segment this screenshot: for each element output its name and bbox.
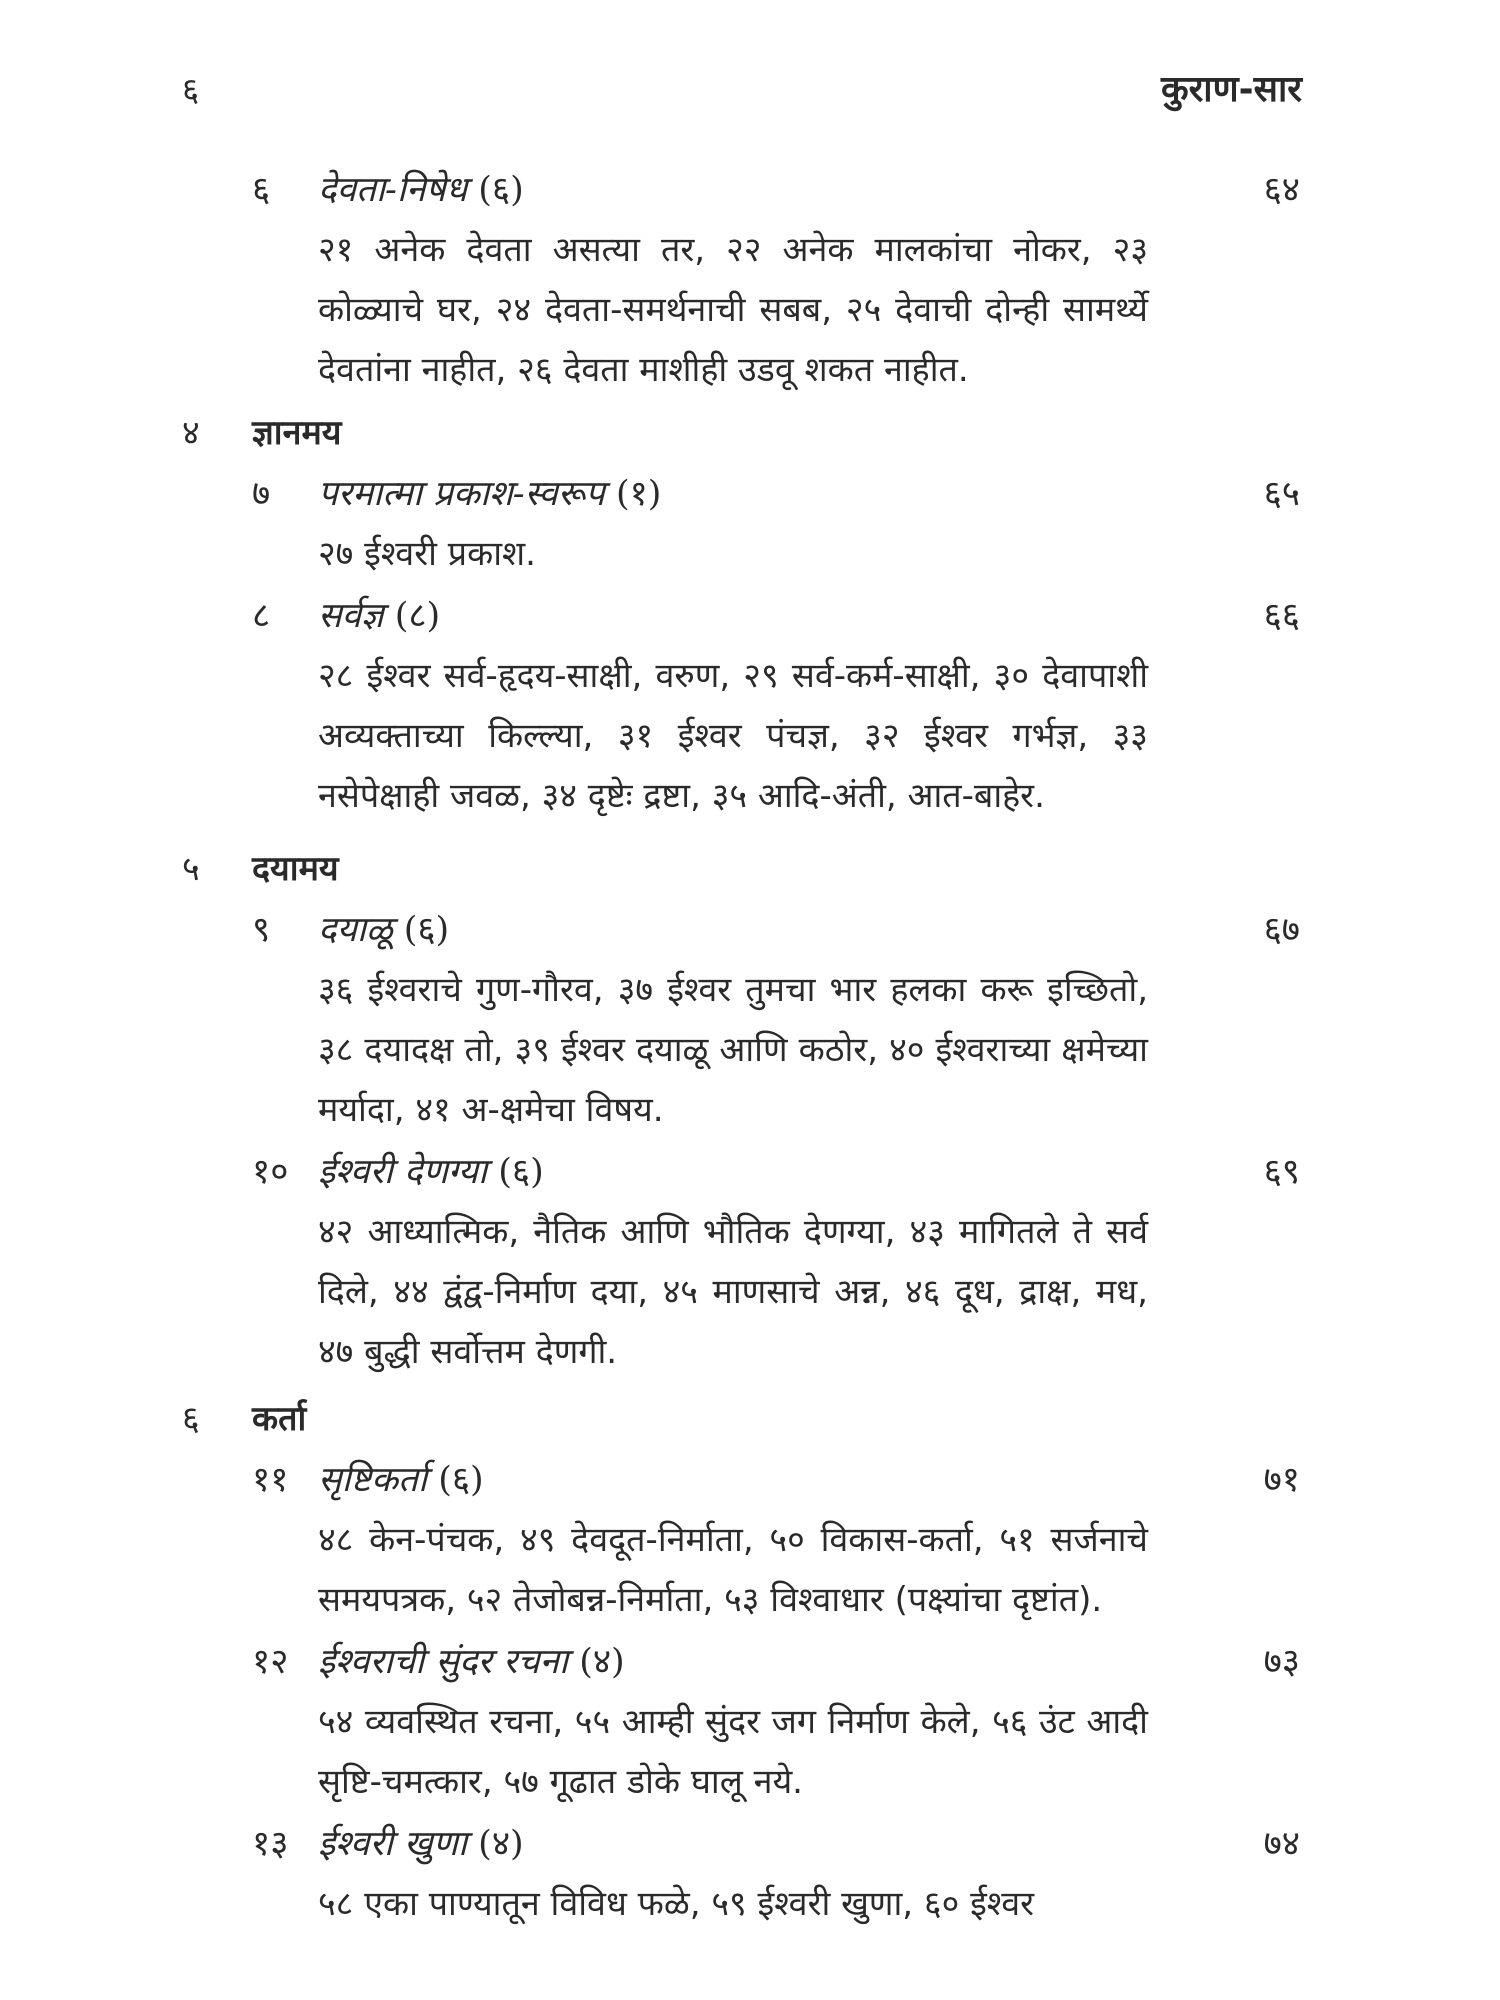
- entry-subtopics: २१ अनेक देवता असत्या तर, २२ अनेक मालकांचा नोकर, २३ कोळ्याचे घर, २४ देवता-समर्थनाची सबब, २५ देवाची दोन्ही सामर्थ्ये देवतांना नाहीत, २६ देवता माशीही उडवू शकत नाहीत.: [318, 230, 1148, 390]
- entry-count: (८): [394, 596, 441, 636]
- entry-subtopics: ५८ एका पाण्यातून विविध फळे, ५९ ईश्वरी खुणा, ६० ईश्वर: [318, 1884, 1035, 1924]
- page-number: ६: [182, 70, 200, 109]
- entry-subtopics: २७ ईश्वरी प्रकाश.: [318, 534, 536, 574]
- section-title: ज्ञानमय: [252, 413, 342, 453]
- page-header: [0, 60, 1500, 120]
- entry-title-wrap: [318, 586, 440, 646]
- entry-page-number: ६९: [1263, 1152, 1300, 1192]
- toc-entry-9: [0, 900, 1500, 1142]
- toc-entry-heading: [0, 1814, 1500, 1874]
- entry-count: (४): [478, 1824, 524, 1864]
- entry-title: सृष्टिकर्ता: [318, 1460, 428, 1500]
- entry-title: सर्वज्ञ: [318, 596, 384, 636]
- entry-title: देवता-निषेध: [318, 170, 468, 210]
- entry-page-number: ७४: [1263, 1824, 1300, 1864]
- section-number: ६: [182, 1399, 200, 1439]
- entry-title-wrap: [318, 900, 449, 960]
- entry-title-wrap: [318, 1142, 544, 1202]
- entry-subtopics: ४८ केन-पंचक, ४९ देवदूत-निर्माता, ५० विकास-कर्ता, ५१ सर्जनाचे समयपत्रक, ५२ तेजोबन्न-निर्माता, ५३ विश्वाधार (पक्ष्यांचा दृष्टांत).: [318, 1520, 1148, 1620]
- section-title: दयामय: [252, 849, 339, 889]
- entry-page-number: ६५: [1263, 474, 1300, 514]
- entry-subtopics: २८ ईश्वर सर्व-हृदय-साक्षी, वरुण, २९ सर्व-कर्म-साक्षी, ३० देवापाशी अव्यक्ताच्या किल्ल्या, ३१ ईश्वर पंचज्ञ, ३२ ईश्वर गर्भज्ञ, ३३ नसेपेक्षाही जवळ, ३४ दृष्टेः द्रष्टा, ३५ आदि-अंती, आत-बाहेर.: [318, 656, 1148, 816]
- entry-title: परमात्मा प्रकाश-स्वरूप: [318, 474, 605, 514]
- toc-entry-12: [0, 1632, 1500, 1814]
- entry-page-number: ६७: [1263, 910, 1300, 950]
- toc-section-5: [0, 838, 1500, 900]
- entry-number: ८: [252, 596, 271, 636]
- entry-count: (१): [615, 474, 662, 514]
- section-number: ५: [182, 849, 200, 889]
- toc-entry-heading: [0, 1632, 1500, 1692]
- entry-count: (६): [403, 910, 450, 950]
- entry-title-wrap: [318, 1632, 625, 1692]
- toc-entry-7: [0, 464, 1500, 586]
- entry-number: ७: [252, 474, 271, 514]
- entry-number: ६: [252, 170, 271, 210]
- entry-number: १०: [252, 1152, 289, 1192]
- toc-section-6: [0, 1388, 1500, 1450]
- entry-title-wrap: [318, 160, 524, 220]
- entry-title: ईश्वरी खुणा: [318, 1824, 468, 1864]
- toc-entry-heading: [0, 464, 1500, 524]
- entry-page-number: ६४: [1263, 170, 1300, 210]
- entry-page-number: ६६: [1263, 596, 1300, 636]
- toc-entry-heading: [0, 160, 1500, 220]
- toc-entry-11: [0, 1450, 1500, 1632]
- entry-subtopics: ३६ ईश्वराचे गुण-गौरव, ३७ ईश्वर तुमचा भार हलका करू इच्छितो, ३८ दयादक्ष तो, ३९ ईश्वर दयाळू आणि कठोर, ४० ईश्वराच्या क्षमेच्या मर्यादा, ४१ अ-क्षमेचा विषय.: [318, 970, 1148, 1130]
- entry-count: (६): [478, 170, 524, 210]
- toc-entry-13: [0, 1814, 1500, 1936]
- entry-count: (६): [498, 1152, 544, 1192]
- entry-title: दयाळू: [318, 910, 393, 950]
- section-title: कर्ता: [252, 1399, 307, 1439]
- toc-entry-6: [0, 160, 1500, 402]
- entry-number: १३: [252, 1824, 289, 1864]
- toc-entry-heading: [0, 900, 1500, 960]
- section-number: ४: [182, 413, 200, 453]
- entry-title: ईश्वराची सुंदर रचना: [318, 1642, 569, 1682]
- entry-title: ईश्वरी देणग्या: [318, 1152, 488, 1192]
- toc-entry-heading: [0, 586, 1500, 646]
- toc-section-4: [0, 402, 1500, 464]
- entry-count: (४): [579, 1642, 625, 1682]
- toc-entry-8: [0, 586, 1500, 828]
- toc-entry-10: [0, 1142, 1500, 1384]
- entry-subtopics: ४२ आध्यात्मिक, नैतिक आणि भौतिक देणग्या, ४३ मागितले ते सर्व दिले, ४४ द्वंद्व-निर्माण दया, ४५ माणसाचे अन्न, ४६ दूध, द्राक्ष, मध, ४७ बुद्धी सर्वोत्तम देणगी.: [318, 1212, 1148, 1372]
- entry-number: ९: [252, 910, 271, 950]
- entry-number: १२: [252, 1642, 289, 1682]
- entry-subtopics: ५४ व्यवस्थित रचना, ५५ आम्ही सुंदर जग निर्माण केले, ५६ उंट आदी सृष्टि-चमत्कार, ५७ गूढात डोके घालू नये.: [318, 1702, 1148, 1802]
- entry-title-wrap: [318, 464, 661, 524]
- running-title: कुराण-सार: [1160, 69, 1302, 110]
- entry-page-number: ७१: [1263, 1460, 1300, 1500]
- entry-count: (६): [438, 1460, 484, 1500]
- toc-entry-heading: [0, 1450, 1500, 1510]
- entry-number: ११: [252, 1460, 289, 1500]
- entry-page-number: ७३: [1263, 1642, 1300, 1682]
- entry-title-wrap: [318, 1814, 524, 1874]
- entry-title-wrap: [318, 1450, 484, 1510]
- table-of-contents: [0, 160, 1500, 1936]
- toc-entry-heading: [0, 1142, 1500, 1202]
